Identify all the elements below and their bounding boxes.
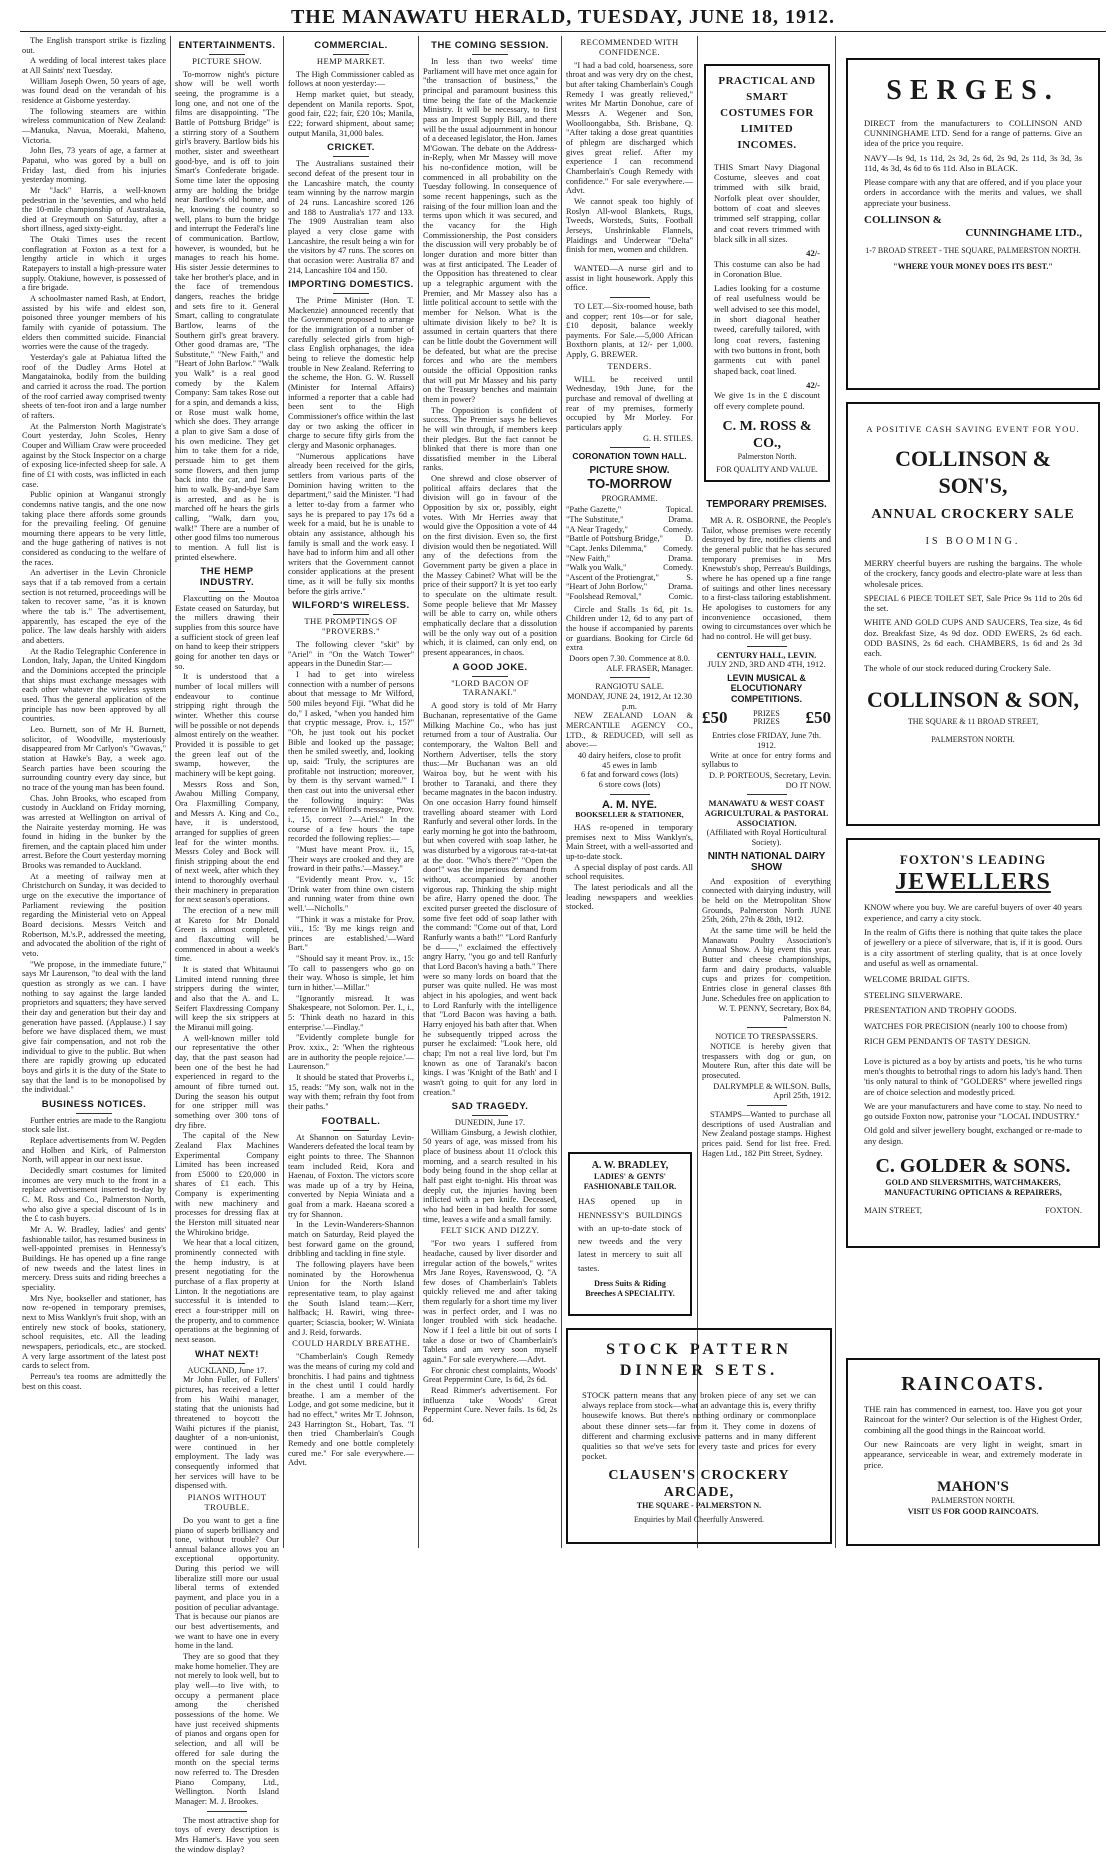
- collinson-firm: COLLINSON & SON,: [866, 687, 1080, 713]
- subheading: "LORD BACON OF TARANAKI.": [451, 677, 529, 698]
- article-paragraph: In the Levin-Wanderers-Shannon match on Saturday, Reid played the best forward game on the ground, dribbling and tackling in fine style.: [288, 1220, 414, 1259]
- news-item: John Iles, 73 years of age, a farmer at Papatui, who was gored by a bull on Friday last, died from his injuries yesterday morning.: [22, 146, 166, 185]
- dairy-show-body: And exposition of everything connected with dairying industry, will be held on the Metropolitan Show Grounds, Palmerston North JUNE 25th, 26th, 27th & 28th, 1912.: [702, 876, 831, 925]
- article-paragraph: In less than two weeks' time Parliament will have met once again for "the transaction of business," the principal and paramount business this time being the fate of the Mackenzie Ministry. It will be necessary, to first pass an Imprest Supply Bill, and there will be the usual adjournment in honour of a deceased legislator, the Hon. James M'Gowan. The debate on the Address-in-Reply, when Mr Massey will move his no-confidence motion, will be commenced in all probability on the Tuesday following. In consequence of some recent happenings, such as the raising of the four million loan and the terms upon which it was secured, and the vacancy for the High Commissionership, the Post considers the discussion will very probably be of longer duration and more bitter than was at first anticipated. The Leader of the Opposition has threatened to clear up a telegraphic argument with the Premier, and Mr Massey also has a little political account to settle with the member for Nelson. What is the ultimate division likely to be? It is assumed in certain quarters that there can be little doubt the Government will be defeated, but what are the precise forces and who are the members outside the official Opposition ranks that will put Mr Massey and his party on the Treasury benches and maintain them in power?: [423, 56, 557, 404]
- article-paragraph: "Numerous applications have already been received for the girls, settlers from various parts of the Dominion having written to the department," said the Minister. "I had a letter to-day from a farmer who says he is prepared to pay 17s 6d a week for a maid, but he is unable to obtain any assistance, although his family is small and the work easy. I have had to inform him and all other writers that the Government cannot consider applications at the present time, as it will be fully six months before the girls arrive.": [288, 451, 414, 596]
- raincoats-body: THE rain has commenced in earnest, too. Have you got your Raincoat for the winter? Our selection is of the Highest Order, combining all the good things in the Raincoat world.: [864, 1404, 1082, 1435]
- dateline: DUNEDIN, June 17.: [454, 1118, 526, 1128]
- column-rule: [418, 36, 419, 1548]
- jewellers-title: JEWELLERS: [895, 868, 1051, 895]
- dinner-sets-body: STOCK pattern means that any broken piece of any set we can always replace from stock—what an advantage this is, every thrifty housewife knows. But there's nothing ordinary or commonplace about these dinner sets—far from it. They come in dozens of different and charming exclusive patterns and in many different qualities so that we've sets for every taste and prices for every pocket.: [582, 1389, 816, 1462]
- article-paragraph: It should be stated that Proverbs i., 15, reads: "My son, walk not in the way with them; refrain thy foot from their paths.": [288, 1073, 414, 1111]
- ross-tagline: FOR QUALITY AND VALUE.: [716, 465, 818, 475]
- column-rule: [283, 36, 284, 1548]
- sale-body: The whole of our stock reduced during Crockery Sale.: [864, 662, 1051, 673]
- trespassers-signature: DALRYMPLE & WILSON. Bulls, April 25th, 1912.: [713, 1081, 831, 1101]
- article-paragraph: The Opposition is confident of success. The Premier says he believes he will win through, if members keep their pledges. But the fact cannot be blinked that there is more than one dissatisfied member in the Liberal ranks.: [423, 405, 557, 473]
- programme-label: PROGRAMME.: [601, 493, 658, 503]
- clausen-address: THE SQUARE - PALMERSTON N.: [636, 1501, 762, 1511]
- article-paragraph: William Ginsburg, a Jewish clothier, 50 years of age, was missed from his place of business about 11 o'clock this morning, and a search resulted in his body being found in the shop cellar at half past eight to-night. His throat was deeply cut, the injuries having been inflicted with a pen knife. Deceased, who had been in bad health for some time, leaves a wife and a small family.: [423, 1127, 557, 1224]
- stamps-ad: STAMPS—Wanted to purchase all descriptions of used Australian and New Zealand postage stamps. Highest prices paid. Send for list free. Fred. Hagen Ltd., 182 Pitt Street, Sydney.: [702, 1110, 831, 1158]
- notice-item: Decidedly smart costumes for limited incomes are very much to the front in a replace advertisement inserted to-day by C. M. Ross and Co., Palmerston North, who also give a special discount of 1s in the £ to cash buyers.: [22, 1166, 166, 1224]
- tenders-heading: TENDERS.: [607, 360, 652, 371]
- serges-title: SERGES.: [886, 75, 1060, 106]
- bradley-speciality: Dress Suits & Riding Breeches A SPECIALITY.: [585, 1279, 675, 1298]
- article-paragraph: Messrs Ross and Son, Awahou Milling Company, Ora Flaxmilling Company, and Messrs A. King and Co., have, it is understood, arranged for supplies of green leaf for the winter months. Messrs Coley and Bock will finish stripping about the end of next week, after which they intend to thoroughly overhaul their machinery in preparation for next season's operations.: [175, 779, 279, 905]
- raincoats-title: RAINCOATS.: [901, 1373, 1045, 1395]
- entries-close: Entries close FRIDAY, June 7th. 1912.: [712, 731, 821, 751]
- column-5: [566, 36, 693, 1146]
- admission-prices: Circle and Stalls 1s 6d, pit 1s. Children under 12, 6d to any part of the house if accompanied by parents or guardians. Booking for Circle 6d extra: [566, 604, 693, 653]
- picture-show-title: PICTURE SHOW.: [589, 465, 670, 477]
- article-paragraph: "Chamberlain's Cough Remedy was the means of curing my cold and bronchitis. I had pains and tightness in the chest until I could hardly breathe. I am a member of the Lodge, and got some medicine, but it had no effect," writes Mr T. Johnson, 243 Harrington St., Hobart, Tas. "I then tried Chamberlain's Cough Remedy and one bottle completely cured me." For sale everywhere.—Advt.: [288, 1352, 414, 1468]
- divider: [747, 794, 787, 795]
- subheading: THE PROMPTINGS OF "PROVERBS.": [304, 616, 398, 637]
- entertainments-heading: ENTERTAINMENTS.: [175, 41, 279, 55]
- list-item: "New Faith," Drama.: [566, 553, 693, 563]
- article-paragraph: The Australians sustained their second defeat of the present tour in the Lancashire match, the county team winning by the narrow margin of 24 runs. Lancashire scored 126 and 188 to Australia's 177 and 133. The 1909 Australian team also played a very close game with Lancashire, the result being a win for the visitors by 47 runs. The scores on that occasion were: Australia 87 and 214, Lancashire 104 and 150.: [288, 159, 414, 275]
- dinner-sets-title: STOCK PATTERN DINNER SETS.: [606, 1341, 792, 1379]
- column-6: [702, 492, 831, 1158]
- divider: [610, 297, 650, 298]
- prize-amount: £50: [702, 707, 728, 727]
- article-paragraph: We cannot speak too highly of Roslyn All-wool Blankets, Rugs, Tweeds, Worsteds, Suits, Football Jerseys, Unshrinkable Flannels, Plaidings and Underwear "Delta" finish for men, women and children.: [566, 196, 693, 255]
- notice-item: Perreau's tea rooms are admittedly the best on this coast.: [22, 1371, 166, 1391]
- bradley-body: HAS opened up in HENNESSY'S BUILDINGS with an up-to-date stock of new tweeds and the very latest in mercery to suit all tastes.: [578, 1196, 682, 1273]
- collinson-crockery-ad: [846, 402, 1100, 826]
- bradley-tailor-ad: [568, 1152, 692, 1316]
- article-paragraph: I had to get into wireless connection with a number of persons about that message to Mr Wilford, 500 miles beyond Fiji. "What did he do," I asked, "when you handed him that cryptic message, Prov. i., 15?" "Oh, he just took out his pocket Bible and looked up the passage; then he smiled sweetly, and, looking up, said: 'Truly, the scriptures are profitable not instruction; moreover, by them is thy servant warned.'" I then cast out into the universal ether the following inquiry: "Was reference in Wilford's message, Prov. i., 15, correct ?—Ariel." In the course of a few hours the tape recorded the following replies:—: [288, 670, 414, 844]
- article-paragraph: We hear that a local citizen, prominently connected with the hemp industry, is at present negotiating for the purchase of a flax property at Linton. It the negotiations are successful it is intended to erect a four-stripper mill on the property, and to commence operations at the beginning of next season.: [175, 1238, 279, 1344]
- news-item: Public opinion at Wanganui strongly condemns native tangis, and the one now taking place there affords some grounds for the prevailing feeling. Of genuine mourning there appears to be very little, and the huge gathering of natives is not considered as conducing to the welfare of the races.: [22, 490, 166, 567]
- article-paragraph: They are so good that they make home homelier. They are not merely to look well, but to play well—to live with, to occupy a permanent place among the cherished possessions of the home. We have just received shipments of pianos and organs open for selection, and all will be offered for sale during the month on the special terms now referred to. The Dresden Piano Company, Ltd., Wellington. North Island Manager: M. J. Brookes.: [175, 1652, 279, 1806]
- trespassers-title: NOTICE TO TRESPASSERS.: [715, 1032, 818, 1042]
- notice-item: Further entries are made to the Rangiotu stock sale list.: [22, 1115, 166, 1135]
- news-item: An advertiser in the Levin Chronicle says that if a tab removed from a certain section is not returned, proceedings will be taken to recover same, "as it is known where the tab is." The advertisement, apparently, has escaped the eye of the police. The law deals harshly with aiders and abetters.: [22, 568, 166, 646]
- article-paragraph: Do you want to get a fine piano of superb brilliancy and tone, without trouble? Our annual balance allows you an exceptional opportunity. During this period we will liberalize still more our usual liberal terms of extended payment, and place you in a position of peculiar advantage. That is because our pianos are our best advertisements, and we want to have one in every home in the land.: [175, 1515, 279, 1651]
- list-item: "Walk you Walk," Comedy.: [566, 563, 693, 573]
- serges-ad: [846, 58, 1100, 390]
- dairy-show-title: NINTH NATIONAL DAIRY SHOW: [707, 850, 826, 874]
- list-item: 6 store cows (lots): [598, 779, 661, 789]
- felt-sick-heading: FELT SICK AND DIZZY.: [440, 1225, 540, 1236]
- serges-firm: CUNNINGHAME LTD.,: [965, 227, 1082, 240]
- temporary-premises-title: TEMPORARY PREMISES.: [706, 499, 827, 510]
- divider: [747, 1105, 787, 1106]
- serges-body: Please compare with any that are offered, and if you place your orders in accordance with the merits and values, we shall appreciate your business.: [864, 177, 1082, 208]
- article-paragraph: A well-known miller told our representative the other day, that the past season had been one of the best he had experienced in regard to the amount of fibre turned out. During the season his output for one stripper mill was something over 300 tons of dry fibre.: [175, 1033, 279, 1130]
- article-paragraph: "Evidently complete bungle for Prov. xxix., 2: 'When the righteous are in authority the people rejoice.'—Laurenson.": [288, 1033, 414, 1072]
- raincoats-body: Our new Raincoats are very light in weight, smart in appearance, serviceable in wear, and extremely moderate in price.: [864, 1438, 1082, 1470]
- dateline: AUCKLAND, June 17.: [187, 1365, 267, 1375]
- article-paragraph: To-morrow night's picture show will be well worth seeing, the programme is a long one, and not one of the films are disappointing. "The Battle of Pottsburg Bridge" is a stirring story of a Southern girl's bravery. Bartlow bids his mother, sister and sweetheart good-bye, and is off to join Smart's Confederate brigade. Some time later the opposing army are holding the bridge near Bartlow's old home, and he, knowing the country so well, plans to burn the bridge and interrupt the Federal's line of communication. Bartlow, however, is wounded, but he manages to reach his home. His sister Jessie determines to take her brother's place, and in the face of tremendous dangers, reaches the bridge and sets fire to it. General Smart, calling to congratulate Bartlow, learns of the Southern girl's great bravery. Other good dramas are, "The Substitute," "New Faith," and "Heart of John Barlow." "Walk you Walk" is a real good comedy by the Kalem Company: Sam takes Rose out for a spin, and demands a kiss, or Rose must walk home, which she does. They arrange a plan to give Sam a dose of his own medicine. They get him to take them for a ride, persuade him to get them some flowers, and then jump back into the car, and leave him to walk. By-and-bye Sam is arrested, and as he is marched off he hears the girls calling, "Walk, darn you, walk!" There are a number of other good films too numerous to mention. A full list is printed elsewhere.: [175, 69, 279, 562]
- news-item: Leo. Burnett, son of Mr H. Burnett, solicitor, of Woodville, mysteriously disappeared from Mr Carlyon's "Gwavas," station at Hawke's Bay, a week ago. Search parties have been scouring the surrounding country every day since, but no trace of the young man has been found.: [22, 724, 166, 792]
- coming-session-heading: THE COMING SESSION.: [423, 41, 557, 55]
- bradley-subtitle: LADIES' & GENTS' FASHIONABLE TAILOR.: [583, 1172, 677, 1191]
- collinson-address: THE SQUARE & 11 BROAD STREET,: [907, 717, 1039, 727]
- news-item: A schoolmaster named Rash, at Endort, assisted by his wife and eldest son, poisoned three younger members of his family with cyanide of potassium. The elders then committed suicide. Financial worries were the cause of the tragedy.: [22, 294, 166, 352]
- list-item: 40 dairy heifers, close to profit: [577, 750, 682, 760]
- recommended-heading: RECOMMENDED WITH CONFIDENCE.: [580, 37, 679, 57]
- list-item: "A Near Tragedy," Comedy.: [566, 524, 693, 534]
- news-item: At a meeting of railway men at Christchurch on Sunday, it was decided to urge on the executive the importance of Parliament reviewing the position regarding the Ministerial veto on Appeal Board decisions. Messrs Veitch and Robertson, M.'s.P., addressed the meeting, and advocated the abolition of the right of veto.: [22, 871, 166, 959]
- manager-signature: ALF. FRASER, Manager.: [606, 663, 693, 673]
- sale-body: MERRY cheerful buyers are rushing the bargains. The whole of the crockery, fancy goods and electro-plate ware at less than wholesale prices.: [864, 557, 1082, 589]
- collinson-firm: COLLINSON & SON'S,: [895, 446, 1051, 498]
- article-paragraph: Hemp market quiet, but steady, dependent on Manila reports. Spot, good fair, £22; fair, £20 10s; Manila, £22; forward shipment, about same; output Manila, 31,000 bales.: [288, 90, 414, 138]
- jewellers-body: Old gold and silver jewellery bought, exchanged or re-made to any design.: [864, 1125, 1082, 1146]
- dairy-show-body: At the same time will be held the Manawatu Poultry Association's Annual Show. A big event this year. Butter and cheese championships, farm and dairy products, valuable cups and prizes for competition. Entries close in general classes 8th June. Schedules free on application to: [702, 925, 831, 1003]
- list-item: WATCHES FOR PRECISION (nearly 100 to choose from): [864, 1020, 1068, 1031]
- price: 42/-: [806, 379, 820, 390]
- list-item: "Battle of Pottsburg Bridge," D.: [566, 534, 693, 544]
- bradley-title: A. W. BRADLEY,: [591, 1160, 669, 1171]
- collinson-town: PALMERSTON NORTH.: [931, 735, 1015, 744]
- event-kicker: A POSITIVE CASH SAVING EVENT FOR YOU.: [866, 424, 1080, 434]
- sale-item: WHITE AND GOLD CUPS AND SAUCERS, Tea size, 4s 6d doz. Breakfast Size, 4s 9d doz. ODD EWERS, 2s 6d each. ODD BASINS, 2s 6d each. CHAMBERS, 1s 6d and 2s 3d each.: [864, 617, 1082, 659]
- ross-firm: C. M. ROSS & CO.,: [722, 418, 812, 451]
- prize-label: [753, 710, 780, 726]
- importing-domestics-heading: IMPORTING DOMESTICS.: [288, 280, 414, 294]
- competition-dates: JULY 2ND, 3RD AND 4TH, 1912.: [707, 660, 826, 670]
- mahon-town: PALMERSTON NORTH.: [931, 1495, 1015, 1505]
- rangiotu-sale-title: RANGIOTU SALE.: [595, 682, 664, 692]
- list-item: "The Substitute," Drama.: [566, 514, 693, 524]
- news-item: The following steamers are within wireless communication of New Zealand:—Manuka, Navua, Moeraki, Maheno, Victoria.: [22, 106, 166, 145]
- news-item: The Otaki Times uses the recent conflagration at Foxton as a text for a lengthy article in which it urges Ratepayers to install a high-pressure water supply. Otakiune, however, is possessed of a fire brigade.: [22, 235, 166, 293]
- ross-title: PRACTICAL AND SMART COSTUMES FOR LIMITED INCOMES.: [718, 75, 816, 151]
- association-affiliation: (Affiliated with Royal Horticultural Society).: [706, 828, 827, 847]
- agency-notice: NEW ZEALAND LOAN & MERCANTILE AGENCY CO., LTD., & REDUCED, will sell as above:—: [566, 711, 693, 750]
- article-paragraph: The following players have been nominated by the Horowhenua Union for the North Island representative team, to play against the South Island team:—Kerr, halfback; H. Rawiri, wing three-quarter; Sciascia, booker; W. Winiata and J. Reid, forwards.: [288, 1260, 414, 1337]
- ross-body: This costume can also be had in Coronation Blue.: [714, 258, 820, 279]
- golder-street: MAIN STREET,: [864, 1205, 923, 1216]
- article-paragraph: The High Commissioner cabled as follows at noon yesterday:—: [288, 69, 414, 89]
- news-item: Yesterday's gale at Pahiatua lifted the roof of the Dudley Arms Hotel at Mangatainoka, bodily from the building and carried it across the road. The portion of the roof carried away comprised twenty sheets of ten-foot iron and a large number of rafters.: [22, 353, 166, 420]
- article-paragraph: "Evidently meant Prov. v., 15: 'Drink water from thine own cistern and running water from thine own well.'—Nicholls.": [288, 874, 414, 913]
- jewellers-list: [864, 972, 1082, 1049]
- good-joke-heading: A GOOD JOKE.: [423, 663, 557, 677]
- article-paragraph: The following clever "skit" by "Ariel" in "On the Watch Tower" appears in the Dunedin Star:—: [288, 640, 414, 669]
- list-item: "Capt. Jenks Dilemma," Comedy.: [566, 543, 693, 553]
- film-list: [566, 505, 693, 602]
- rangiotu-sale-date: MONDAY, JUNE 24, 1912, At 12.30 p.m.: [567, 692, 692, 711]
- subheading: PICTURE SHOW.: [192, 55, 262, 66]
- list-item: WELCOME BRIDAL GIFTS.: [864, 974, 970, 985]
- list-item: 6 fat and forward cows (lots): [581, 770, 678, 780]
- divider: [610, 677, 650, 678]
- jewellers-body: Love is pictured as a boy by artists and poets, 'tis he who turns men's thoughts to betrothal rings to adorn his lady's hand. Then 'tis only natural to think of "GOLDERS" where jewelled rings are of choice selection and modestly priced.: [864, 1055, 1082, 1097]
- jewellers-kicker: FOXTON'S LEADING: [899, 852, 1047, 867]
- golder-town: FOXTON.: [1045, 1205, 1082, 1216]
- article-paragraph: Flaxcutting on the Moutoa Estate ceased on Saturday, but the millers drawing their supplies from this source have a sufficient stock of green leaf on hand to keep their strippers going for another ten days or so.: [175, 594, 279, 671]
- cricket-heading: CRICKET.: [288, 143, 414, 157]
- article-paragraph: At Shannon on Saturday Levin-Wanderers defeated the local team by eight points to three. The Shannon team included Reid, Kora and Haenau, of Foxton. The victors score was made up of a try by Heina, converted by Nepia Winiata and a goal from a mark. Haeana scored a try for Shannon.: [288, 1132, 414, 1219]
- hemp-industry-heading: THE HEMP INDUSTRY.: [175, 567, 279, 592]
- article-paragraph: It is understood that a number of local millers will endeavour to continue stripping right through the winter. Whether this course will be possible or not depends almost entirely on the weather. Provided it is possible to get the green leaf out of the swamp, however, the machinery will be kept going.: [175, 672, 279, 778]
- mahon-tagline: VISIT US FOR GOOD RAINCOATS.: [907, 1507, 1039, 1517]
- column-rule: [697, 36, 698, 1548]
- column-1-local-news: [22, 36, 166, 1548]
- article-paragraph: One shrewd and close observer of political affairs declares that the division will go in favour of the Opposition by six or, possibly, eight votes. With Mr Herries away that would give the Opposition a vote of 44 on the first division. Even so, the first division would then be negotiated. Will any of the defections from the Government party be given a place in the Massey Cabinet? What will be the price of their support? It is yet too early to speculate on the ultimate result. Some people believe that Mr Massey will be able to carry on, while others emphatically declare that a dissolution will be the only way out of a position which, it is claimed, can only end, on present appearances, in chaos.: [423, 474, 557, 657]
- price: 42/-: [806, 248, 820, 259]
- article-paragraph: "Ignorantly misread. It was Shakespeare, not Solomon. Per. I., i., 5: 'Think death no hazard in this enterprise.'—Findlay.": [288, 993, 414, 1032]
- hall-name: CENTURY HALL, LEVIN.: [716, 650, 817, 660]
- column-rule: [170, 36, 171, 1548]
- column-4: [423, 36, 557, 1548]
- serges-tagline: "WHERE YOUR MONEY DOES ITS BEST.": [893, 262, 1053, 272]
- competition-title: LEVIN MUSICAL & ELOCUTIONARY COMPETITIONS.: [727, 672, 806, 704]
- notice-item: Replace advertisements from W. Pegden and Holben and Kirk, of Palmerston North, will appear in our next issue.: [22, 1136, 166, 1165]
- list-item: "Ascent of the Protiengrat," S.: [566, 572, 693, 582]
- list-item: 45 ewes in lamb: [602, 760, 657, 770]
- football-heading: FOOTBALL.: [288, 1117, 414, 1131]
- column-rule: [835, 36, 836, 1548]
- notice-item: Mr A. W. Bradley, ladies' and gents' fashionable tailor, has resumed business in well-appointed premises in Hennessy's Buildings. He has opened up a fine range of new tweeds and the latest lines in mercery. Dress suits and riding breeches a speciality.: [22, 1225, 166, 1292]
- ross-body: Ladies looking for a costume of real usefulness would be well advised to see this model, in short diagonal heather tweed, carefully tailored, with long coat revers, fastening with two buttons in front, both garments cut with panel shaped back, coat lined.: [714, 283, 820, 376]
- divider: [610, 259, 650, 260]
- serges-address: 1-7 BROAD STREET - THE SQUARE, PALMERSTON NORTH.: [865, 246, 1081, 256]
- clausen-firm: CLAUSEN'S CROCKERY ARCADE,: [608, 1467, 790, 1500]
- list-item: STEELING SILVERWARE.: [864, 989, 963, 1000]
- clausen-dinner-sets-ad: [566, 1328, 832, 1544]
- doors-time: Doors open 7.30. Commence at 8.0.: [569, 654, 690, 664]
- hall-name: CORONATION TOWN HALL.: [572, 451, 687, 462]
- news-item: At the Palmerston North Magistrate's Court yesterday, John Scoles, Henry Couper and William Craw were proceeded against by the Stock Inspector on a charge of exposing lice-infected sheep for sale. A fine of £1 with costs, was inflicted in each case.: [22, 421, 166, 489]
- pianos-heading: PIANOS WITHOUT TROUBLE.: [187, 1492, 267, 1512]
- nye-body: The latest periodicals and all the leading newspapers and weeklies stocked.: [566, 882, 693, 912]
- golder-firm: C. GOLDER & SONS.: [875, 1155, 1071, 1178]
- news-item: Chas. John Brooks, who escaped from custody in Auckland on Friday morning, was arrested at Wellington on arrival of the Nairaite yesterday morning. He was found in hiding in the bunker by the firemen, and the captain placed him under arrest. Before the Court yesterday morning Brooks was remanded to Auckland.: [22, 793, 166, 871]
- secretary-signature: D. P. PORTEOUS, Secretary, Levin. DO IT NOW.: [708, 771, 831, 790]
- wanted-ad: WANTED—A nurse girl and to assist in light housework. Apply this office.: [566, 263, 693, 293]
- news-item: At the Radio Telegraphic Conference in London, Italy, Japan, the United Kingdom and the Dominions accepted the principle that ships must exchange messages with each other whatever the wireless system used. Thus the general application of the principle has now been approved by all countries.: [22, 646, 166, 724]
- tomorrow-title: TO-MORROW: [587, 475, 672, 491]
- prize-banner: [702, 708, 831, 728]
- list-item: PRESENTATION AND TROPHY GOODS.: [864, 1005, 1017, 1016]
- ross-town: Palmerston North.: [737, 452, 797, 462]
- column-2: [175, 36, 279, 1854]
- nye-body: HAS re-opened in temporary premises next to Miss Wanklyn's, Main Street, with a well-assorted and up-to-date stock.: [566, 822, 693, 861]
- article-paragraph: "Should say it meant Prov. ix., 15: 'To call to passengers who go on their way. Whoso is simple, let him turn in hither.'—Millar.": [288, 954, 414, 993]
- list-item: "Pathe Gazette," Topical.: [566, 505, 693, 515]
- column-rule: [561, 36, 562, 1548]
- notice-item: Mrs Nye, bookseller and stationer, has now re-opened in temporary premises, next to Miss Wanklyn's fruit shop, with an entirely new stock of books, stationery, school requisites, etc. All the leading newspapers, periodicals, etc., are stocked. A very large assortment of the latest post cards to select from.: [22, 1293, 166, 1371]
- secretary-signature: W. T. PENNY, Secretary, Box 84, Palmerston N.: [718, 1004, 831, 1023]
- article-paragraph: Mr John Fuller, of Fullers' pictures, has received a letter from his Waihi manager, stating that the unionists had threatened to boycott the Waihi pictures if the pianist, daughter of a non-unionist, were continued in her employment. The lady was consequently informed that her services will have to be dispensed with.: [175, 1375, 279, 1491]
- to-let-ad: TO LET.—Six-roomed house, bath and copper; rent 10s—or for sale, £10 deposit, balance weekly payments. For Sale.—5,000 African Boxthorn plants, at 12/- per 1,000. Apply, G. BREWER.: [566, 301, 693, 360]
- news-item: "We propose, in the immediate future," says Mr Laurenson, "to deal with the land question as strongly as we can. I have nothing to say against the large landed proprietors and squatters; they have served their day and generation but their day and generation have passed. (Applause.) I say before we have displaced them, we must give fair compensation, and not rob the individual to give to the public. But when there are rapidly growing up educated boys and girls it is the duty of the State to say that the land is to be monopolised by the individual.": [22, 959, 166, 1095]
- mahon-firm: MAHON'S: [937, 1478, 1009, 1495]
- article-paragraph: The most attractive shop for toys of every description is Mrs Hamer's. Have you seen the window display?: [175, 1815, 279, 1854]
- commercial-heading: COMMERCIAL.: [288, 41, 414, 55]
- ross-costumes-ad: [704, 64, 830, 482]
- sale-item: SPECIAL 6 PIECE TOILET SET, Sale Price 9s 11d to 20s 6d the set.: [864, 592, 1082, 614]
- article-paragraph: The Prime Minister (Hon. T. Mackenzie) announced recently that the Government proposed to arrange for the immigration of a number of carefully selected girls from high-class English orphanages, the idea being to relieve the domestic help trouble in New Zealand. Referring to the scheme, the Hon. G. W. Russell (Minister for Internal Affairs) informed a reporter that a cable had been sent to the High Commissioner's office within the last day or two asking the officer in charge to secure fifty girls from the clergy and Masonic orphanages.: [288, 296, 414, 450]
- article-paragraph: Read Rimmer's advertisement. For influenza take Woods' Great Peppermint Cure. Never fails. 1s 6d, 2s 6d.: [423, 1386, 557, 1425]
- booming-label: IS BOOMING.: [925, 535, 1021, 547]
- divider: [610, 447, 650, 448]
- divider: [747, 646, 787, 647]
- serges-prices: NAVY—Is 9d, 1s 11d, 2s 3d, 2s 6d, 2s 9d, 2s 11d, 3s 3d, 3s 11d, 4s 3d, 4s 6d to 6s 11d. Also in BLACK.: [864, 152, 1082, 173]
- article-paragraph: It is stated that Whitaunui Limited intend running three strippers during the winter, and also that the A. and L. Seifert Flaxdressing Company will keep the six strippers at the Miranui mill going.: [175, 965, 279, 1032]
- osborne-notice: MR A. R. OSBORNE, the People's Tailor, whose premises were recently destroyed by fire, notifies clients and the general public that he has secured temporary premises in Mrs Knewstub's shop, Perreau's Buildings, where he has opened up a fine range of suitings and other lines necessary to a first-class tailoring establishment. He apologises to customers for any inconvenience occasioned, them owing to circumstances over which he had no control. He will get busy.: [702, 516, 831, 641]
- jewellers-body: In the realm of Gifts there is nothing that quite takes the place of jewellery or a piece of silverware, that is, if it is good. Ours is a city assortment of sterling quality, that is at once lovely and useful as well as ornamental.: [864, 927, 1082, 968]
- prize-word: PRIZES: [753, 716, 780, 726]
- association-title: MANAWATU & WEST COAST AGRICULTURAL & PASTORAL ASSOCIATION.: [704, 799, 829, 828]
- clausen-mail: Enquiries by Mail Cheerfully Answered.: [634, 1514, 764, 1524]
- news-item: William Joseph Owen, 50 years of age, was found dead on the verandah of his residence at Gisborne yesterday.: [22, 76, 166, 105]
- list-item: RICH GEM PENDANTS OF TASTY DESIGN.: [864, 1036, 1031, 1047]
- tenders-body: WILL be received until Wednesday, 19th June, for the purchase and removal of dwelling at rear of my premises, formerly occupied by Mr Morley. For particulars apply: [566, 374, 693, 432]
- nye-subtitle: BOOKSELLER & STATIONER,: [575, 810, 684, 820]
- wilfords-wireless-heading: WILFORD'S WIRELESS.: [288, 601, 414, 615]
- divider: [207, 1811, 247, 1812]
- golder-trade: GOLD AND SILVERSMITHS, WATCHMAKERS, MANUFACTURING OPTICIANS & REPAIRERS,: [884, 1178, 1062, 1197]
- nye-body: A special display of post cards. All school requisites.: [566, 862, 693, 882]
- serges-body: DIRECT from the manufacturers to COLLINSON AND CUNNINGHAME LTD. Send for a range of patterns. Give an idea of the price you require.: [864, 117, 1082, 149]
- jewellers-body: We are your manufacturers and have come to stay. No need to go outside Foxton now, patronise your "LOCAL INDUSTRY.": [864, 1100, 1082, 1122]
- article-paragraph: "I had a bad cold, hoarseness, sore throat and was very dry on the chest, but after taking Chamberlain's Cough Remedy I was greatly relieved," writes Mr Martin Donohue, care of Messrs A. Wegener and Son, Woolloongabba, Sth. Brisbane, Q. "After taking a dose great quantities of phlegm are discharged which gives great relief. After my experience I can recommend Chamberlain's Cough Remedy with confidence." For sale everywhere.—Advt.: [566, 60, 693, 196]
- divider: [610, 794, 650, 795]
- article-paragraph: A good story is told of Mr Harry Buchanan, representative of the Game Milking Machine Co., who has just returned from a tour of Australia. Our contemporary, the Walton Bell and Northern Advertiser, tells the story thus:—Mr Buchanan was an old Wairoa boy, but he went with his brother to Taranaki, and there they became magnates in the bacon industry. On one occasion Harry found himself travelling aboard steamer with Lord Ranfurly and several other lords. In the early morning he got into the bathroom, but when covered with soap lather, he was disturbed by a vigorous rat-a-tat-tat at the door. "Who's there?" "Open the door!" was the imperious demand from without, accompanied by another vigorous rap. Thinking the ship might be afire, Harry opened the door. The excited purser greeted the disclosure of some five feet odd of soap lather with the command: "Come out of that, Lord Ranfurly wants a bath!" "Lord Ranfurly be d——," exclaimed the effectively angry Harry, "you go and tell Ranfurly that Lord Bacon's having a bath." There were so many lords on board that the purser was quite nulled. He was most abject in his apologies, and went back to Lord Ranfurly with the intelligence that "Lord Bacon was having a bath. Harry enjoyed his bath after that. When he subsequently tripped across the purser he exclaimed: "Look here, old chap; I'm not a real live lord, but I'm known as one of Taranaki's bacon kings. I was 'Knight of the Bath' and I wasn't going to quit for any lord in creation.": [423, 701, 557, 1097]
- subheading: HEMP MARKET.: [316, 55, 386, 66]
- ross-body: THIS Smart Navy Diagonal Costume, sleeves and coat trimmed with silk braid, Norfolk pleat over shoulder, bottom of coat and sleeves trimmed self strapping, collar and coat revers trimmed with black silk in all sizes.: [714, 161, 820, 244]
- article-paragraph: "Think it was a mistake for Prov. viii., 15: 'By me kings reign and princes are established.'—Ward Bart.": [288, 914, 414, 953]
- serges-firm: COLLINSON &: [864, 214, 942, 227]
- divider: [747, 1027, 787, 1028]
- business-notices-heading: BUSINESS NOTICES.: [22, 1100, 166, 1114]
- news-item: The English transport strike is fizzling out.: [22, 36, 166, 55]
- column-3: [288, 36, 414, 1548]
- competition-body: Write at once for entry forms and syllabus to: [702, 750, 831, 770]
- prize-amount: £50: [805, 707, 831, 727]
- prize-word: PRIZES: [753, 708, 780, 718]
- masthead: THE MANAWATU HERALD, TUESDAY, JUNE 18, 1912.: [20, 6, 1106, 32]
- list-item: "Foolshead Removal," Comic.: [566, 592, 693, 602]
- article-paragraph: The erection of a new mill at Kareto for Mr Donald Green is almost completed, and flaxcutting will be commenced in about a week's time.: [175, 906, 279, 964]
- golder-jewellers-ad: [846, 838, 1100, 1248]
- jewellers-body: KNOW where you buy. We are careful buyers of over 40 years experience, and carry a city stock.: [864, 902, 1082, 923]
- could-hardly-breathe-heading: COULD HARDLY BREATHE.: [292, 1338, 410, 1349]
- trespassers-body: NOTICE is hereby given that trespassers with dog or gun, on Moutere Run, after this date will be prosecuted.: [702, 1042, 831, 1081]
- golder-address: [864, 1205, 1082, 1215]
- news-item: Mr "Jack" Harris, a well-known pedestrian in the 'seventies, and who held the 10-mile championship of Australasia, died at Greymouth on Saturday, after a short illness, aged sixty-eight.: [22, 185, 166, 234]
- ross-body: We give 1s in the £ discount off every complete pound.: [714, 390, 820, 411]
- article-paragraph: "For two years I suffered from headache, caused by liver disorder and irregular action of the bowels," writes Mrs Jane Royes, Ravenswood, Q. "A few doses of Chamberlain's Tablets quickly relieved me and after taking them regularly for a short time my liver was in perfect order, and I was no longer troubled with sick headache. Now if I feel a little bit out of sorts I take a dose or two of Chamberlain's Tablets and am very soon myself again." For sale everywhere.—Advt.: [423, 1239, 557, 1365]
- tenders-signature: G. H. STILES.: [642, 433, 693, 443]
- article-paragraph: The capital of the New Zealand Flax Machines Experimental Company Limited has been increased from £5000 to £20,000 in shares of £1 each. This Company is experimenting with new machinery and processes for dressing flax at the Herston mill situated near the Whirokino bridge.: [175, 1131, 279, 1237]
- list-item: "Heart of John Borlow," Drama.: [566, 582, 693, 592]
- what-next-heading: WHAT NEXT!: [175, 1350, 279, 1364]
- news-item: A wedding of local interest takes place at All Saints' next Tuesday.: [22, 56, 166, 75]
- article-paragraph: "Must have meant Prov. ii., 15, 'Their ways are crooked and they are froward in their paths.'—Massey.": [288, 844, 414, 874]
- nye-title: A. M. NYE.: [601, 798, 657, 811]
- sad-tragedy-heading: SAD TRAGEDY.: [423, 1102, 557, 1116]
- crockery-sale-title: ANNUAL CROCKERY SALE: [871, 507, 1075, 523]
- mahon-raincoats-ad: [846, 1358, 1100, 1546]
- article-paragraph: For chronic chest complaints, Woods' Great Peppermint Cure, 1s 6d, 2s 6d.: [423, 1365, 557, 1385]
